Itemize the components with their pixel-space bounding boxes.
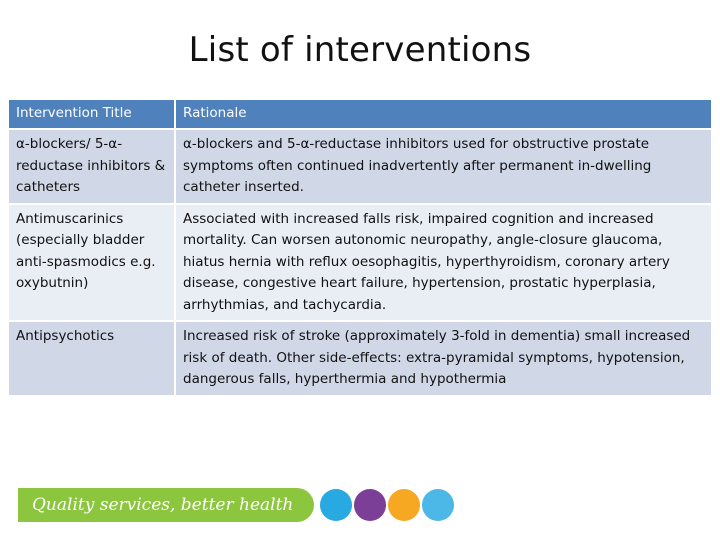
footer-dot-blue <box>320 489 352 521</box>
footer-dot-light-blue <box>422 489 454 521</box>
interventions-table <box>9 100 711 397</box>
footer-logo-banner <box>18 488 314 522</box>
table-header-row <box>9 100 711 129</box>
footer-dot-orange <box>388 489 420 521</box>
footer-dot-purple <box>354 489 386 521</box>
footer-tagline: Quality services, better health <box>32 495 294 515</box>
table-row <box>9 204 711 322</box>
rationale-cell: Associated with increased falls risk, impaired cognition and increased mortality. Can worsen autonomic neuropathy, angle-closure glaucoma, hiatus hernia with reflux oesophagitis, hyperthyroidism, coronary artery disease, congestive heart failure, hypertension, prostatic hyperplasia, arrhythmias, and tachycardia. <box>175 204 711 322</box>
intervention-cell: Antipsychotics <box>9 321 175 396</box>
slide-title: List of interventions <box>188 30 532 70</box>
intervention-cell: Antimuscarinics (especially bladder anti-spasmodics e.g. oxybutnin) <box>9 204 175 322</box>
table-row <box>9 129 711 204</box>
header-rationale: Rationale <box>175 100 711 129</box>
rationale-cell: Increased risk of stroke (approximately 3-fold in dementia) small increased risk of death. Other side-effects: extra-pyramidal symptoms, hypotension, dangerous falls, hyperthermia and hypothermia <box>175 321 711 396</box>
rationale-cell: α-blockers and 5-α-reductase inhibitors used for obstructive prostate symptoms often continued inadvertently after permanent in-dwelling catheter inserted. <box>175 129 711 204</box>
intervention-cell: α-blockers/ 5-α-reductase inhibitors & catheters <box>9 129 175 204</box>
table-row <box>9 321 711 396</box>
header-intervention-title: Intervention Title <box>9 100 175 129</box>
